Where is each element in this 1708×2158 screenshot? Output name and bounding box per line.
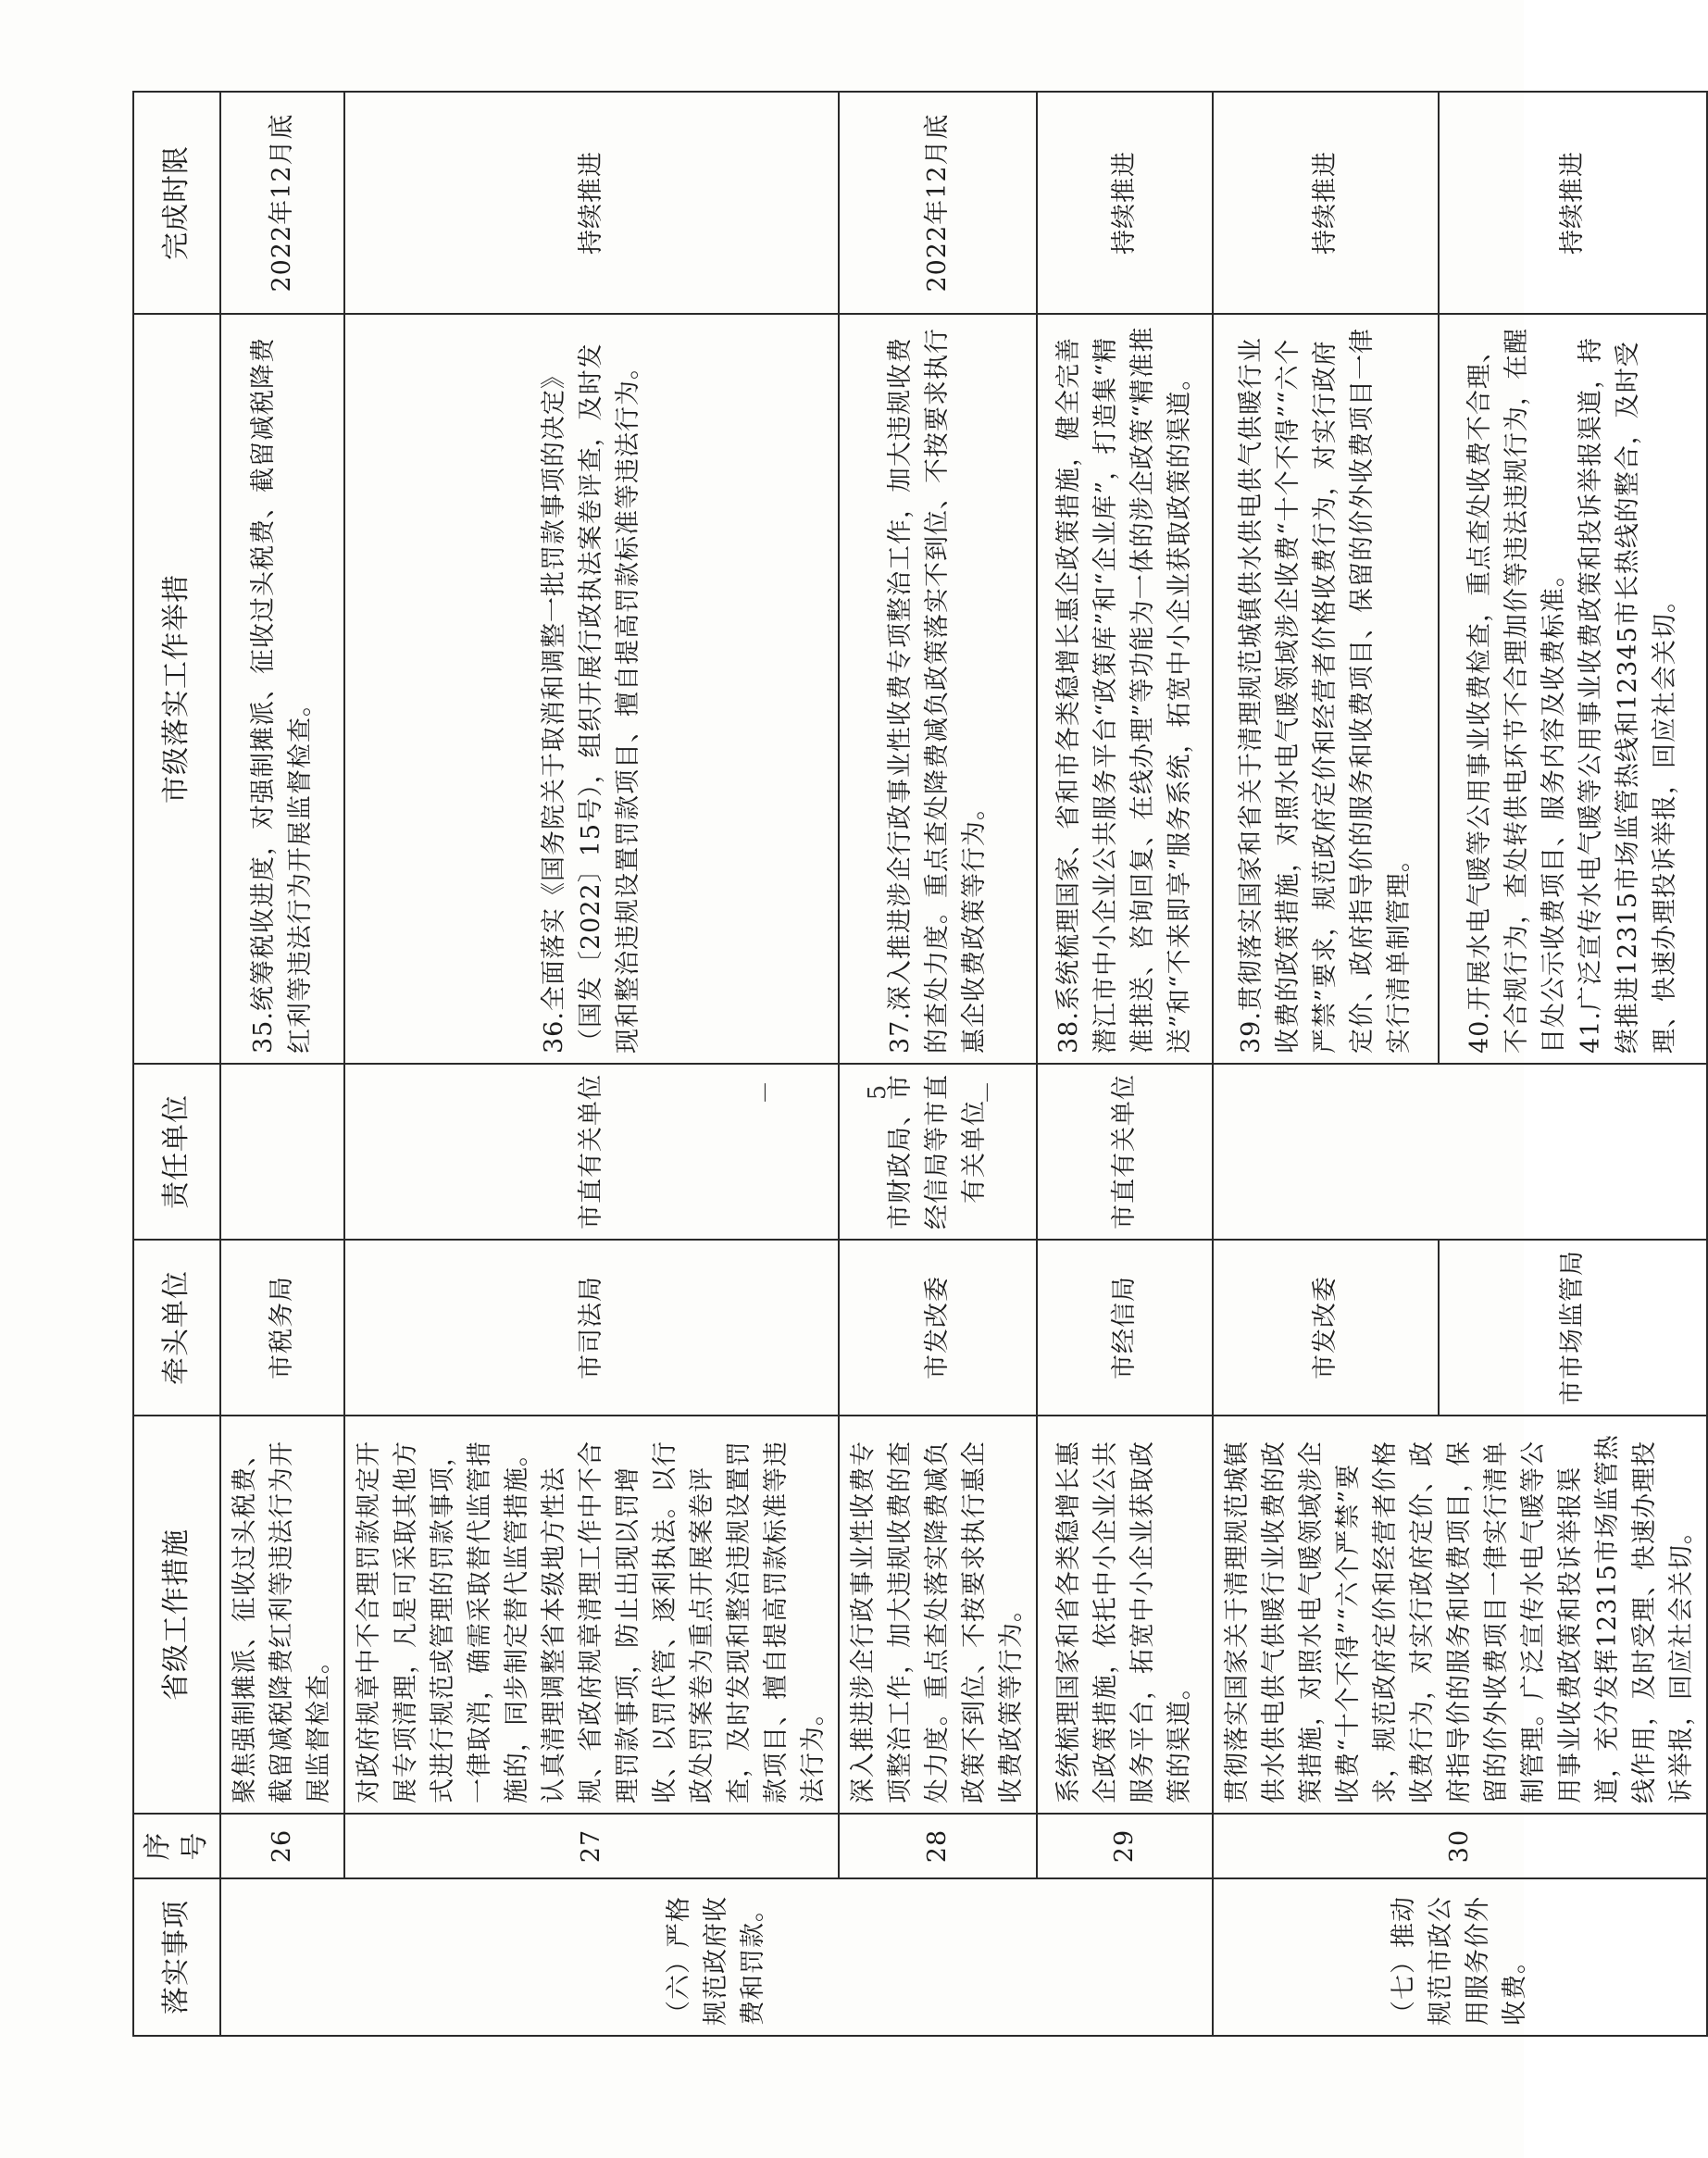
deadline: 持续推进 — [1037, 92, 1213, 314]
deadline: 持续推进 — [344, 92, 839, 314]
city-measure-line: 41.广泛宣传水电气暖等公用事业收费政策和投诉举报渠道，持续推进12315市场监管热线和12345市长热线的整合，及时受理、快速办理投诉举报，回应社会关切。 — [1577, 337, 1680, 1054]
lead-unit: 市发改委 — [839, 1240, 1037, 1416]
table-row — [839, 92, 1037, 2036]
resp-unit: 市财政局、市经信局等市直有关单位 — [839, 1064, 1037, 1240]
header-city: 市级落实工作举措 — [133, 314, 220, 1064]
row-number: 27 — [344, 1814, 839, 1878]
provincial-measure: 贯彻落实国家关于清理规范城镇供水供电供气供暖行业收费的政策措施，对照水电气暖领域涉企收费“十个不得”“六个严禁”要求，规范政府定价和经营者价格收费行为，对实行政府定价、政府指导价的服务和收费项目，保留的价外收费项目一律实行清单制管理。广泛宣传水电气暖等公用事业收费政策和投诉举报渠道，充分发挥12315市场监管热线作用，及时受理、快速办理投诉举报，回应社会关切。 — [1213, 1416, 1707, 1814]
header-provincial: 省级工作措施 — [133, 1416, 220, 1814]
city-measure: 36.全面落实《国务院关于取消和调整一批罚款事项的决定》（国发〔2022〕15号），组织开展行政执法案卷评查，及时发现和整治违规设置罚款项目、擅自提高罚款标准等违法行为。 — [344, 314, 839, 1064]
deadline: 2022年12月底 — [839, 92, 1037, 314]
rotated-table-wrapper — [132, 93, 1696, 2037]
deadline: 持续推进 — [1213, 92, 1439, 314]
lead-unit: 市发改委 — [1213, 1240, 1439, 1416]
city-measure: 38.系统梳理国家、省和市各类稳增长惠企政策措施，健全完善潜江市中小企业公共服务平台“政策库”和“企业库”，打造集“精准推送、咨询回复、在线办理”等功能为一体的涉企政策“精准推送”和“不来即享”服务系统，拓宽中小企业获取政策的渠道。 — [1037, 314, 1213, 1064]
lead-unit: 市市场监管局 — [1439, 1240, 1707, 1416]
table-header-row — [133, 92, 220, 2036]
resp-unit — [220, 1064, 344, 1240]
city-measure: 35.统筹税收进度，对强制摊派、征收过头税费、截留减税降费红利等违法行为开展监督检查。 — [220, 314, 344, 1064]
table-row — [1037, 92, 1213, 2036]
table-row — [1213, 92, 1439, 2036]
row-number: 26 — [220, 1814, 344, 1878]
lead-unit: 市司法局 — [344, 1240, 839, 1416]
city-measure — [1439, 314, 1707, 1064]
header-resp: 责任单位 — [133, 1064, 220, 1240]
lead-unit: 市经信局 — [1037, 1240, 1213, 1416]
item-cell: （七）推动规范市政公用服务价外收费。 — [1213, 1878, 1707, 2036]
row-number: 29 — [1037, 1814, 1213, 1878]
provincial-measure: 聚焦强制摊派、征收过头税费、截留减税降费红利等违法行为开展监督检查。 — [220, 1416, 344, 1814]
resp-unit: 市直有关单位 — [1037, 1064, 1213, 1240]
deadline: 2022年12月底 — [220, 92, 344, 314]
provincial-measure: 深入推进涉企行政事业性收费专项整治工作，加大违规收费的查处力度。重点查处落实降费减负政策不到位、不按要求执行惠企收费政策等行为。 — [839, 1416, 1037, 1814]
page-number: － 5 － — [753, 1080, 1003, 1105]
deadline: 持续推进 — [1439, 92, 1707, 314]
header-no: 序号 — [133, 1814, 220, 1878]
lead-unit: 市税务局 — [220, 1240, 344, 1416]
city-measure-line: 40.开展水电气暖等公用事业收费检查，重点查处收费不合理、不合规行为，查处转供电环节不合理加价等违法违规行为，在醒目处公示收费项目、服务内容及收费标准。 — [1465, 328, 1569, 1054]
city-measure: 37.深入推进涉企行政事业性收费专项整治工作，加大违规收费的查处力度。重点查处降费减负政策落实不到位、不按要求执行惠企收费政策等行为。 — [839, 314, 1037, 1064]
resp-unit — [1213, 1064, 1707, 1240]
row-number: 30 — [1213, 1814, 1707, 1878]
city-measure: 39.贯彻落实国家和省关于清理规范城镇供水供电供气供暖行业收费的政策措施，对照水电气暖领域涉企收费“十个不得”“六个严禁”要求，规范政府定价和经营者价格收费行为，对实行政府定价、政府指导价的服务和收费项目、保留的价外收费项目一律实行清单制管理。 — [1213, 314, 1439, 1064]
table-row — [344, 92, 839, 2036]
row-number: 28 — [839, 1814, 1037, 1878]
work-measures-table — [132, 91, 1708, 2037]
provincial-measure: 系统梳理国家和省各类稳增长惠企政策措施，依托中小企业公共服务平台，拓宽中小企业获取政策的渠道。 — [1037, 1416, 1213, 1814]
header-item: 落实事项 — [133, 1878, 220, 2036]
resp-unit: 市直有关单位 — [344, 1064, 839, 1240]
item-cell: （六）严格规范政府收费和罚款。 — [220, 1878, 1213, 2036]
table-row — [220, 92, 344, 2036]
header-lead: 牵头单位 — [133, 1240, 220, 1416]
provincial-measure: 对政府规章中不合理罚款规定开展专项清理，凡是可采取其他方式进行规范或管理的罚款事项，一律取消，确需采取替代监管措施的，同步制定替代监管措施。认真清理调整省本级地方性法规、省政府规章清理工作中不合理罚款事项，防止出现以罚增收、以罚代管、逐利执法。以行政处罚案卷为重点开展案卷评查，及时发现和整治违规设置罚款项目、擅自提高罚款标准等违法行为。 — [344, 1416, 839, 1814]
header-deadline: 完成时限 — [133, 92, 220, 314]
